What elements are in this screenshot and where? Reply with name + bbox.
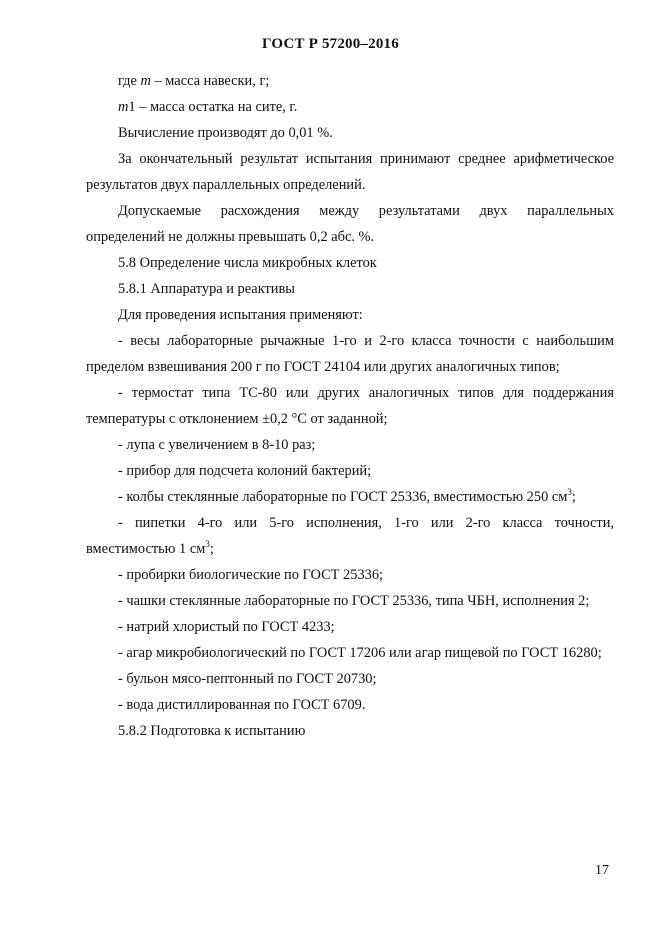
page-number: 17 <box>595 863 609 878</box>
list-item: - колбы стеклянные лабораторные по ГОСТ 25336, вместимостью 250 $см^3$; <box>118 487 576 505</box>
formula-explanation-m1: m1 – масса остатка на сите, г. <box>118 99 298 115</box>
paragraph: Допускаемые расхождения между результатами двух параллельных определений не должны превышать 0,2 абс. %. <box>86 203 614 245</box>
page-body <box>86 68 614 744</box>
list-item: - лупа с увеличением в 8-10 раз; <box>118 437 316 453</box>
list-item: - термостат типа ТС-80 или других аналогичных типов для поддержания температуры с отклонением ±0,2 °С от заданной; <box>86 385 614 427</box>
list-item: - натрий хлористый по ГОСТ 4233; <box>118 619 335 635</box>
subsection-heading: 5.8.1 Аппаратура и реактивы <box>118 281 295 297</box>
paragraph: Вычисление производят до 0,01 %. <box>118 125 333 141</box>
list-item: - пипетки 4-го или 5-го исполнения, 1-го или 2-го класса точности, вместимостью 1 $см^3$; <box>86 515 614 557</box>
list-item: - прибор для подсчета колоний бактерий; <box>118 463 372 479</box>
list-item: - весы лабораторные рычажные 1-го и 2-го класса точности с наибольшим пределом взвешивания 200 г по ГОСТ 24104 или других аналогичных типов; <box>86 333 614 375</box>
subsection-heading: 5.8.2 Подготовка к испытанию <box>118 723 306 739</box>
paragraph: Для проведения испытания применяют: <box>118 307 363 323</box>
list-item: - пробирки биологические по ГОСТ 25336; <box>118 567 384 583</box>
section-heading: 5.8 Определение числа микробных клеток <box>118 255 377 271</box>
page-header: ГОСТ Р 57200–2016 <box>262 36 399 52</box>
list-item: - агар микробиологический по ГОСТ 17206 или агар пищевой по ГОСТ 16280; <box>118 645 602 661</box>
list-item: - вода дистиллированная по ГОСТ 6709. <box>118 697 366 713</box>
paragraph: За окончательный результат испытания принимают среднее арифметическое результатов двух параллельных определений. <box>86 151 614 193</box>
list-item: - чашки стеклянные лабораторные по ГОСТ 25336, типа ЧБН, исполнения 2; <box>118 593 590 609</box>
list-item: - бульон мясо-пептонный по ГОСТ 20730; <box>118 671 377 687</box>
formula-explanation-m: где m – масса навески, г; <box>118 73 270 89</box>
